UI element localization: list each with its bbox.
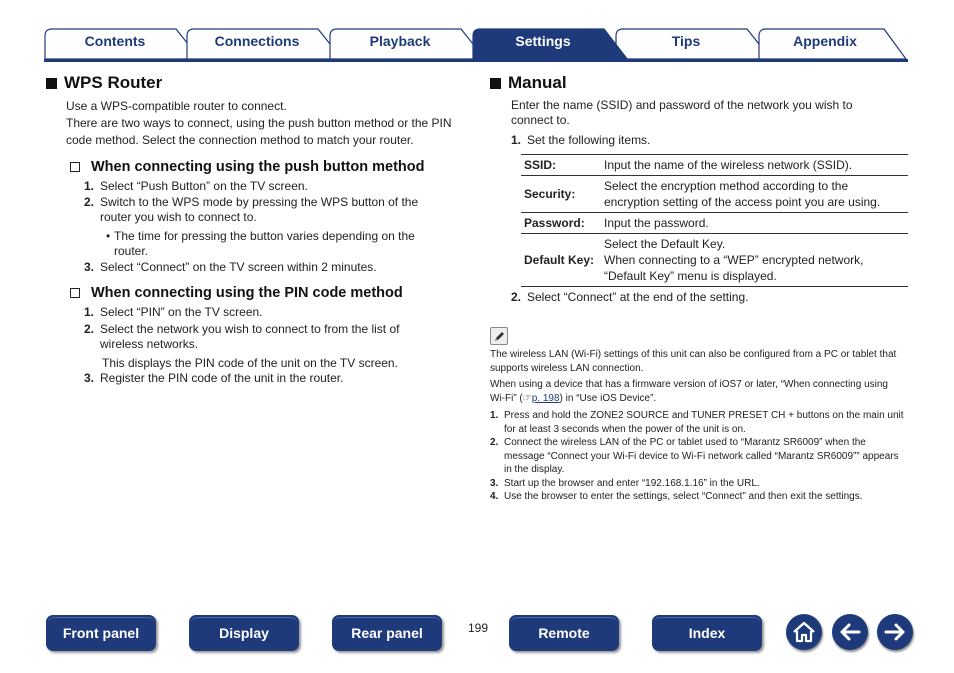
tab-label: Connections <box>214 33 300 49</box>
list-item: 2. Select “Connect” at the end of the setting. <box>511 289 749 304</box>
pencil-icon <box>493 330 506 343</box>
tab-bar <box>44 28 908 62</box>
display-button[interactable]: Display <box>189 615 299 651</box>
checkbox-icon <box>70 162 80 172</box>
table-key: Password: <box>521 212 601 233</box>
table-row <box>521 175 908 212</box>
page-number: 199 <box>467 621 489 635</box>
tab-tips[interactable] <box>615 28 773 60</box>
checkbox-icon <box>70 288 80 298</box>
tab-appendix[interactable] <box>758 28 908 60</box>
tab-label: Contents <box>84 33 146 49</box>
list-item: 1. Press and hold the ZONE2 SOURCE and TUNER PRESET CH + buttons on the main unit for at least 3 seconds when the power of the unit is on. <box>490 410 904 435</box>
settings-table <box>521 154 908 287</box>
table-row <box>521 212 908 233</box>
list-item: 1. Select “PIN” on the TV screen. <box>84 305 263 319</box>
intro-text: Use a WPS-compatible router to connect. <box>66 99 287 113</box>
list-item: 1. Select “Push Button” on the TV screen. <box>84 179 308 193</box>
tab-label: Appendix <box>793 33 857 49</box>
table-key: Default Key: <box>521 233 601 286</box>
list-item: 2. Connect the wireless LAN of the PC or tablet used to “Marantz SR6009” when the message “Connect your Wi-Fi device to Wi-Fi network called “Marantz SR6009”” appears in the display. <box>490 437 899 475</box>
tab-underline <box>44 59 908 62</box>
forward-button[interactable] <box>877 614 913 650</box>
arrow-left-icon <box>837 619 863 645</box>
list-item: 2. Switch to the WPS mode by pressing the WPS button of the router you wish to connect to. <box>84 194 419 224</box>
subsection-heading: When connecting using the push button method <box>46 157 466 177</box>
tab-label: Tips <box>671 33 701 49</box>
section-title: WPS Router <box>46 72 466 94</box>
table-key: Security: <box>521 175 601 212</box>
table-value: Select the Default Key. When connecting to a “WEP” encrypted network, “Default Key” menu is displayed. <box>601 233 908 286</box>
table-key: SSID: <box>521 154 601 175</box>
list-item: 2. Select the network you wish to connect to from the list of wireless networks. <box>84 321 400 351</box>
list-item: 3. Start up the browser and enter “192.168.1.16” in the URL. <box>490 477 760 489</box>
index-button[interactable]: Index <box>652 615 762 651</box>
tab-label: Playback <box>369 33 431 49</box>
rear-panel-button[interactable]: Rear panel <box>332 615 442 651</box>
table-row <box>521 154 908 175</box>
pencil-note-icon <box>490 327 508 345</box>
table-row <box>521 233 908 286</box>
note-text: When using a device that has a firmware version of iOS7 or later, “When connecting using Wi-Fi” (☞p. 198) in “Use iOS Device”. <box>490 379 888 404</box>
wps-router-section <box>46 72 466 387</box>
home-icon <box>791 619 817 645</box>
list-item: 3. Register the PIN code of the unit in the router. <box>84 371 344 385</box>
list-item: 4. Use the browser to enter the settings, select “Connect” and then exit the settings. <box>490 491 863 502</box>
table-value: Input the name of the wireless network (SSID). <box>601 154 908 175</box>
hand-pointer-icon: ☞ <box>522 392 532 404</box>
manual-section <box>490 72 910 504</box>
table-value: Input the password. <box>601 212 908 233</box>
section-title: Manual <box>490 72 910 94</box>
subsection-heading: When connecting using the PIN code method <box>46 283 466 303</box>
remote-button[interactable]: Remote <box>509 615 619 651</box>
tab-label: Settings <box>515 33 571 49</box>
arrow-right-icon <box>882 619 908 645</box>
front-panel-button[interactable]: Front panel <box>46 615 156 651</box>
note-text: The wireless LAN (Wi-Fi) settings of this unit can also be configured from a PC or tablet that supports wireless LAN connection. <box>490 349 897 374</box>
square-bullet-icon <box>490 78 501 89</box>
square-bullet-icon <box>46 78 57 89</box>
list-item: 3. Select “Connect” on the TV screen within 2 minutes. <box>84 259 377 274</box>
list-item: 1. Set the following items. <box>511 133 651 147</box>
intro-text: There are two ways to connect, using the push button method or the PIN code method. Select the connection method to match your router. <box>66 116 452 147</box>
table-value: Select the encryption method according to the encryption setting of the access point you are using. <box>601 175 908 212</box>
list-item: • The time for pressing the button varies depending on the router. <box>106 228 415 258</box>
tab-connections[interactable] <box>186 28 344 60</box>
home-button[interactable] <box>786 614 822 650</box>
tab-contents[interactable] <box>44 28 202 60</box>
list-item-note: This displays the PIN code of the unit on the TV screen. <box>102 355 398 370</box>
page-link[interactable]: p. 198 <box>531 392 560 404</box>
tab-playback[interactable] <box>329 28 487 60</box>
tab-settings[interactable] <box>472 28 630 60</box>
intro-text: Enter the name (SSID) and password of the network you wish to connect to. <box>511 98 853 127</box>
back-button[interactable] <box>832 614 868 650</box>
note-steps <box>490 409 910 504</box>
